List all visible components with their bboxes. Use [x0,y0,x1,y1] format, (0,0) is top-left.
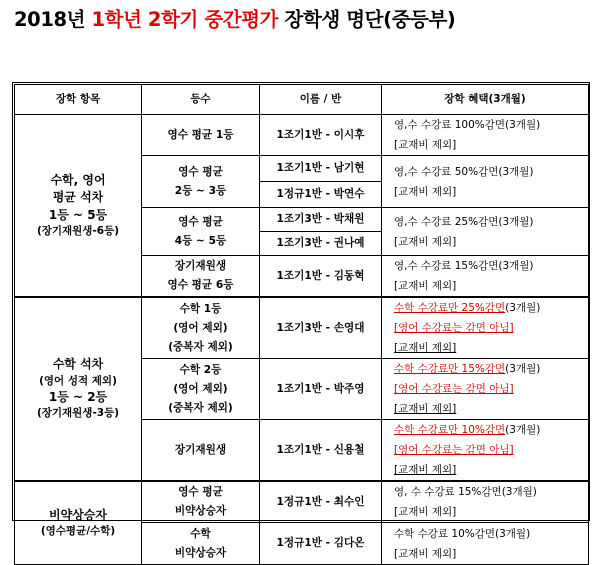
title-highlight: 1학년 2학기 중간평가 [91,8,279,31]
table-row [15,297,589,359]
name-cell: 1조기1반 - 남기현 [260,156,382,182]
category-cell: 수학, 영어 평균 석차 1등 ~ 5등 (장기재원생-6등) [15,115,142,298]
benefit-cell: 수학 수강료 10%감면(3개월) [교재비 제외] [382,523,589,565]
rank-cell: 영수 평균 4등 ~ 5등 [142,208,260,256]
header-row [15,85,589,115]
name-cell: 1정규1반 - 김다온 [260,523,382,565]
benefit-cell: 영,수 수강료 25%감면(3개월) [교재비 제외] [382,208,589,256]
category-cell: 비약상승자 (영수평균/수학) [15,481,142,565]
rank-cell: 영수 평균 2등 ~ 3등 [142,156,260,208]
benefit-cell: 영,수 수강료 50%감면(3개월) [교재비 제외] [382,156,589,208]
scholarship-table [14,84,589,565]
rank-cell: 수학 2등 (영어 제외) (중복자 제외) [142,359,260,420]
name-cell: 1조기3반 - 권나예 [260,232,382,256]
name-cell: 1조기1반 - 김동혁 [260,256,382,298]
header-rank: 등수 [142,85,260,115]
name-cell: 1정규1반 - 최수인 [260,481,382,523]
page-title [14,4,594,32]
header-name-class: 이름 / 반 [260,85,382,115]
title-suffix: 장학생 명단(중등부) [278,8,456,31]
name-cell: 1조기1반 - 이시후 [260,115,382,156]
name-cell: 1조기3반 - 박채원 [260,208,382,232]
benefit-cell: 수학 수강료만 25%감면(3개월) [영어 수강료는 감면 아님] [교재비 제외] [382,297,589,359]
header-benefit: 장학 혜택(3개월) [382,85,589,115]
benefit-cell: 수학 수강료만 15%감면(3개월) [영어 수강료는 감면 아님] [교재비 제외] [382,359,589,420]
benefit-cell: 영,수 수강료 100%감면(3개월) [교재비 제외] [382,115,589,156]
name-cell: 1조기3반 - 손영대 [260,297,382,359]
rank-cell: 수학 비약상승자 [142,523,260,565]
rank-cell: 장기재원생 [142,420,260,482]
rank-cell: 수학 1등 (영어 제외) (중복자 제외) [142,297,260,359]
rank-cell: 영수 평균 비약상승자 [142,481,260,523]
name-cell: 1조기1반 - 신용철 [260,420,382,482]
table-row [15,115,589,156]
name-cell: 1정규1반 - 박연수 [260,182,382,208]
benefit-cell: 수학 수강료만 10%감면(3개월) [영어 수강료는 감면 아님] [교재비 제외] [382,420,589,482]
rank-cell: 영수 평균 1등 [142,115,260,156]
name-cell: 1조기1반 - 박주영 [260,359,382,420]
table-row [15,481,589,523]
benefit-cell: 영,수 수강료 15%감면(3개월) [교재비 제외] [382,256,589,298]
rank-cell: 장기재원생 영수 평균 6등 [142,256,260,298]
header-category: 장학 항목 [15,85,142,115]
title-year: 2018년 [14,8,92,31]
category-cell: 수학 석차 (영어 성적 제외) 1등 ~ 2등 (장기재원생-3등) [15,297,142,481]
benefit-cell: 영, 수 수강료 15%감면(3개월) [교재비 제외] [382,481,589,523]
